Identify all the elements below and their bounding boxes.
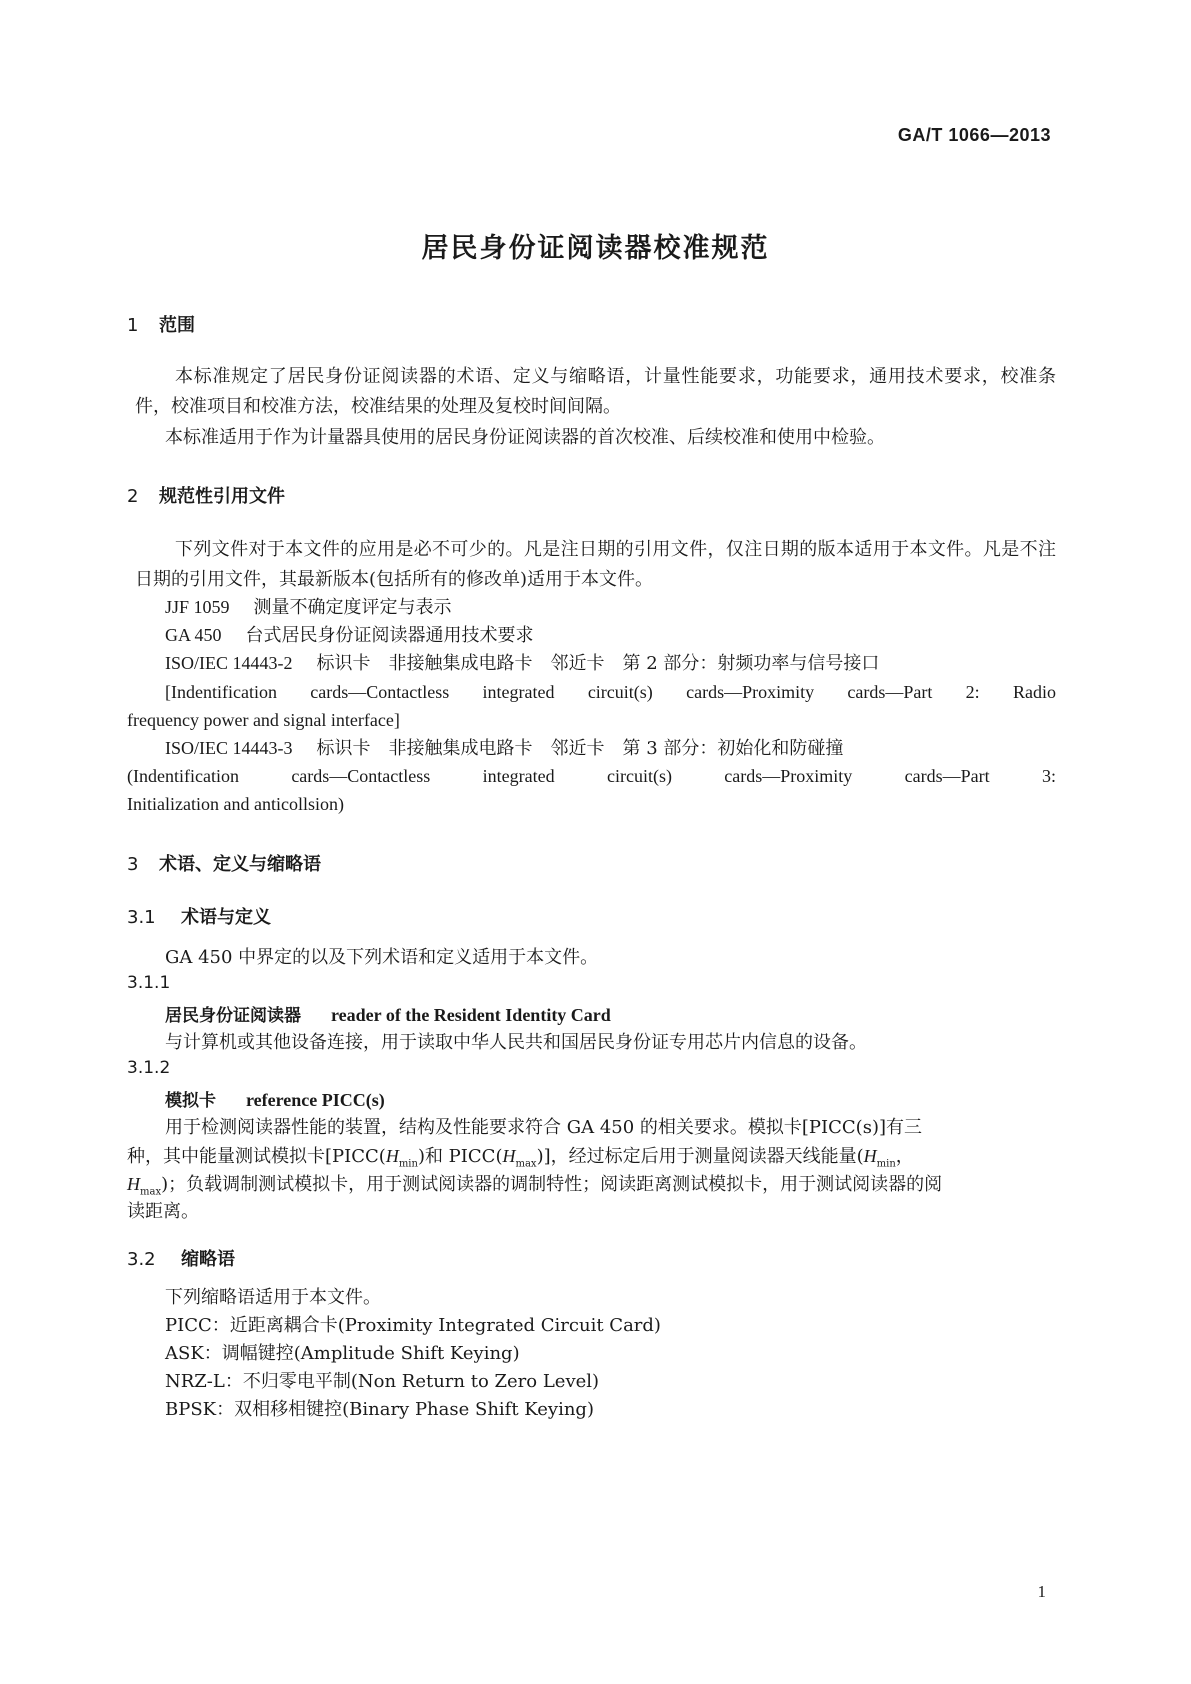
- reference-item: [165, 592, 452, 623]
- reference-title: 台式居民身份证阅读器通用技术要求: [245, 625, 534, 646]
- section-3-2-title: 缩略语: [181, 1249, 235, 1270]
- section-1-heading: [127, 311, 195, 337]
- subscript-max: max: [140, 1186, 162, 1198]
- abbreviation-item: BPSK：双相移相键控(Binary Phase Shift Keying): [165, 1399, 594, 1420]
- symbol-h: H: [502, 1146, 516, 1166]
- term-definition: 与计算机或其他设备连接，用于读取中华人民共和国居民身份证专用芯片内信息的设备。: [165, 1032, 867, 1053]
- subscript-min: min: [398, 1158, 418, 1170]
- standard-code: GA/T 1066—2013: [897, 125, 1051, 145]
- definition-text: ，: [895, 1146, 914, 1167]
- definition-text: )和 PICC(: [417, 1146, 503, 1167]
- reference-english-title-line: [Indentification cards—Contactless integrated circuit(s) cards—Proximity cards—Part 2: Radio: [165, 682, 1056, 702]
- section-1-paragraph-1: [135, 362, 1056, 422]
- term-heading: [165, 1085, 385, 1116]
- reference-title: 测量不确定度评定与表示: [253, 597, 452, 618]
- reference-english-title-line: Initialization and anticollsion): [127, 794, 344, 814]
- section-2-heading: [127, 482, 285, 508]
- section-3-heading: [127, 850, 321, 876]
- section-1-paragraph-2: 本标准适用于作为计量器具使用的居民身份证阅读器的首次校准、后续校准和使用中检验。: [165, 427, 885, 448]
- term-name-cn: 模拟卡: [165, 1091, 216, 1111]
- page-number: 1: [1037, 1582, 1046, 1601]
- abbreviation-item: PICC：近距离耦合卡(Proximity Integrated Circuit Card): [165, 1315, 661, 1336]
- subscript-max: max: [515, 1158, 537, 1170]
- section-3-2-heading: [127, 1245, 235, 1271]
- reference-title: 标识卡 非接触集成电路卡 邻近卡 第 2 部分：射频功率与信号接口: [316, 653, 880, 674]
- symbol-h: H: [385, 1146, 399, 1166]
- section-2-number: 2: [127, 486, 139, 507]
- section-1-title: 范围: [159, 315, 195, 336]
- section-3-1-intro: GA 450 中界定的以及下列术语和定义适用于本文件。: [165, 947, 599, 968]
- abbreviation-item: NRZ-L：不归零电平制(Non Return to Zero Level): [165, 1371, 600, 1392]
- term-definition-line: 读距离。: [127, 1201, 199, 1222]
- term-definition-line: 用于检测阅读器性能的装置，结构及性能要求符合 GA 450 的相关要求。模拟卡[PICC(s)]有三: [165, 1117, 922, 1138]
- term-definition-line: [127, 1169, 942, 1208]
- reference-title: 标识卡 非接触集成电路卡 邻近卡 第 3 部分：初始化和防碰撞: [316, 738, 844, 759]
- section-3-number: 3: [127, 854, 139, 875]
- reference-english-title-line: frequency power and signal interface]: [127, 710, 400, 730]
- section-1-number: 1: [127, 315, 139, 336]
- section-2-intro: [135, 535, 1056, 595]
- term-number: 3.1.1: [127, 973, 171, 993]
- term-name-cn: 居民身份证阅读器: [165, 1006, 301, 1026]
- abbreviation-item: ASK：调幅键控(Amplitude Shift Keying): [165, 1343, 520, 1364]
- reference-code: ISO/IEC 14443-2: [165, 653, 293, 673]
- reference-code: JJF 1059: [165, 597, 230, 617]
- symbol-h: H: [863, 1146, 877, 1166]
- definition-text: )]，经过标定后用于测量阅读器天线能量(: [536, 1146, 864, 1167]
- section-1-para-1-text: 本标准规定了居民身份证阅读器的术语、定义与缩略语，计量性能要求，功能要求，通用技术要求，校准条件，校准项目和校准方法，校准结果的处理及复校时间间隔。: [135, 366, 1056, 417]
- section-3-2-number: 3.2: [127, 1249, 156, 1270]
- reference-code: ISO/IEC 14443-3: [165, 738, 293, 758]
- term-number: 3.1.2: [127, 1058, 171, 1078]
- subscript-min: min: [876, 1158, 896, 1170]
- section-2-title: 规范性引用文件: [159, 486, 285, 507]
- definition-text: 种，其中能量测试模拟卡[PICC(: [127, 1146, 386, 1167]
- reference-item: [165, 648, 879, 679]
- section-3-2-intro: 下列缩略语适用于本文件。: [165, 1287, 381, 1308]
- reference-item: [165, 733, 843, 764]
- section-3-title: 术语、定义与缩略语: [159, 854, 321, 875]
- section-3-1-heading: [127, 903, 271, 929]
- section-3-1-number: 3.1: [127, 907, 156, 928]
- term-name-en: reader of the Resident Identity Card: [331, 1005, 611, 1025]
- term-name-en: reference PICC(s): [246, 1090, 385, 1110]
- document-title: 居民身份证阅读器校准规范: [421, 233, 770, 264]
- reference-item: [165, 620, 534, 651]
- definition-text: )；负载调制测试模拟卡，用于测试阅读器的调制特性；阅读距离测试模拟卡，用于测试阅读器的阅: [161, 1174, 943, 1195]
- section-3-1-title: 术语与定义: [181, 907, 271, 928]
- symbol-h: H: [127, 1174, 140, 1194]
- reference-code: GA 450: [165, 625, 222, 645]
- reference-english-title-line: (Indentification cards—Contactless integrated circuit(s) cards—Proximity cards—Part 3:: [127, 766, 1056, 786]
- term-heading: [165, 1000, 611, 1031]
- section-2-intro-text: 下列文件对于本文件的应用是必不可少的。凡是注日期的引用文件，仅注日期的版本适用于本文件。凡是不注日期的引用文件，其最新版本(包括所有的修改单)适用于本文件。: [135, 539, 1056, 590]
